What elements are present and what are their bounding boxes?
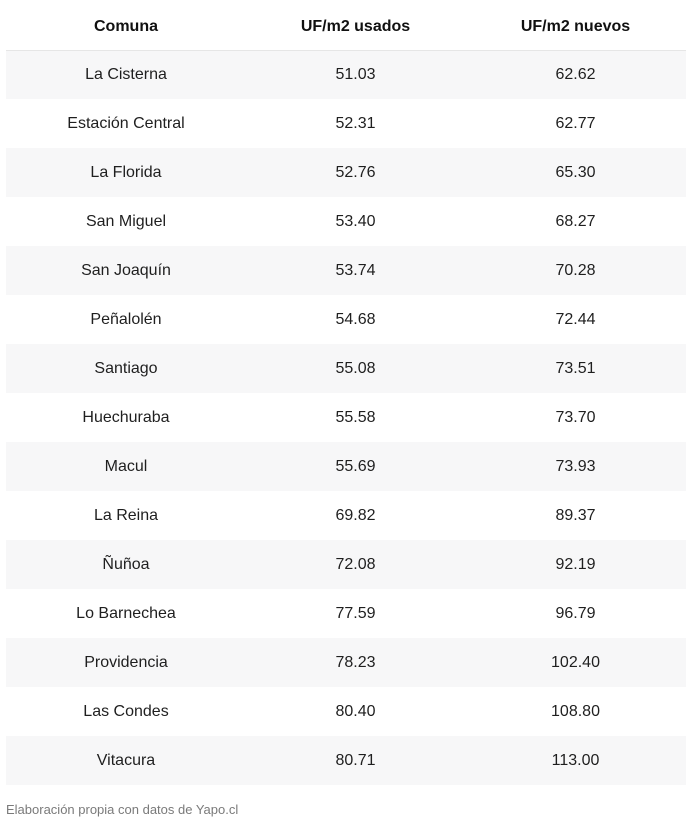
cell-comuna: Lo Barnechea [6,589,246,638]
cell-uf-usados: 80.40 [246,687,465,736]
cell-uf-nuevos: 72.44 [465,295,686,344]
cell-uf-usados: 53.40 [246,197,465,246]
header-uf-usados: UF/m2 usados [246,5,465,50]
cell-comuna: Estación Central [6,99,246,148]
header-uf-nuevos: UF/m2 nuevos [465,5,686,50]
cell-uf-nuevos: 89.37 [465,491,686,540]
cell-uf-usados: 78.23 [246,638,465,687]
cell-comuna: Vitacura [6,736,246,785]
cell-uf-nuevos: 73.51 [465,344,686,393]
price-table [6,5,686,785]
cell-uf-nuevos: 102.40 [465,638,686,687]
cell-uf-nuevos: 108.80 [465,687,686,736]
table-row [6,687,686,736]
table-row [6,99,686,148]
cell-uf-usados: 77.59 [246,589,465,638]
table-row [6,295,686,344]
cell-uf-usados: 53.74 [246,246,465,295]
table-body [6,50,686,785]
table-row [6,540,686,589]
table-row [6,589,686,638]
cell-comuna: Macul [6,442,246,491]
cell-uf-usados: 69.82 [246,491,465,540]
cell-uf-nuevos: 96.79 [465,589,686,638]
cell-comuna: Peñalolén [6,295,246,344]
table-row [6,638,686,687]
cell-uf-nuevos: 62.77 [465,99,686,148]
cell-uf-nuevos: 70.28 [465,246,686,295]
cell-comuna: Las Condes [6,687,246,736]
cell-uf-nuevos: 73.93 [465,442,686,491]
cell-comuna: Santiago [6,344,246,393]
cell-comuna: San Joaquín [6,246,246,295]
cell-uf-nuevos: 65.30 [465,148,686,197]
table-row [6,344,686,393]
table-row [6,197,686,246]
table-row [6,148,686,197]
cell-uf-usados: 72.08 [246,540,465,589]
header-comuna: Comuna [6,5,246,50]
cell-comuna: La Reina [6,491,246,540]
cell-uf-usados: 80.71 [246,736,465,785]
cell-uf-usados: 55.69 [246,442,465,491]
source-caption: Elaboración propia con datos de Yapo.cl [6,802,239,817]
cell-uf-usados: 52.31 [246,99,465,148]
table-row [6,246,686,295]
cell-comuna: Ñuñoa [6,540,246,589]
cell-uf-usados: 51.03 [246,50,465,99]
cell-uf-nuevos: 68.27 [465,197,686,246]
cell-comuna: La Cisterna [6,50,246,99]
cell-uf-nuevos: 73.70 [465,393,686,442]
cell-uf-usados: 52.76 [246,148,465,197]
table-header-row [6,5,686,50]
cell-uf-usados: 55.58 [246,393,465,442]
data-table-container [6,5,686,785]
table-row [6,736,686,785]
cell-uf-nuevos: 92.19 [465,540,686,589]
table-row [6,442,686,491]
table-row [6,50,686,99]
cell-comuna: San Miguel [6,197,246,246]
cell-uf-usados: 54.68 [246,295,465,344]
table-row [6,393,686,442]
cell-uf-nuevos: 113.00 [465,736,686,785]
cell-comuna: Providencia [6,638,246,687]
cell-comuna: Huechuraba [6,393,246,442]
table-row [6,491,686,540]
cell-uf-usados: 55.08 [246,344,465,393]
cell-uf-nuevos: 62.62 [465,50,686,99]
cell-comuna: La Florida [6,148,246,197]
